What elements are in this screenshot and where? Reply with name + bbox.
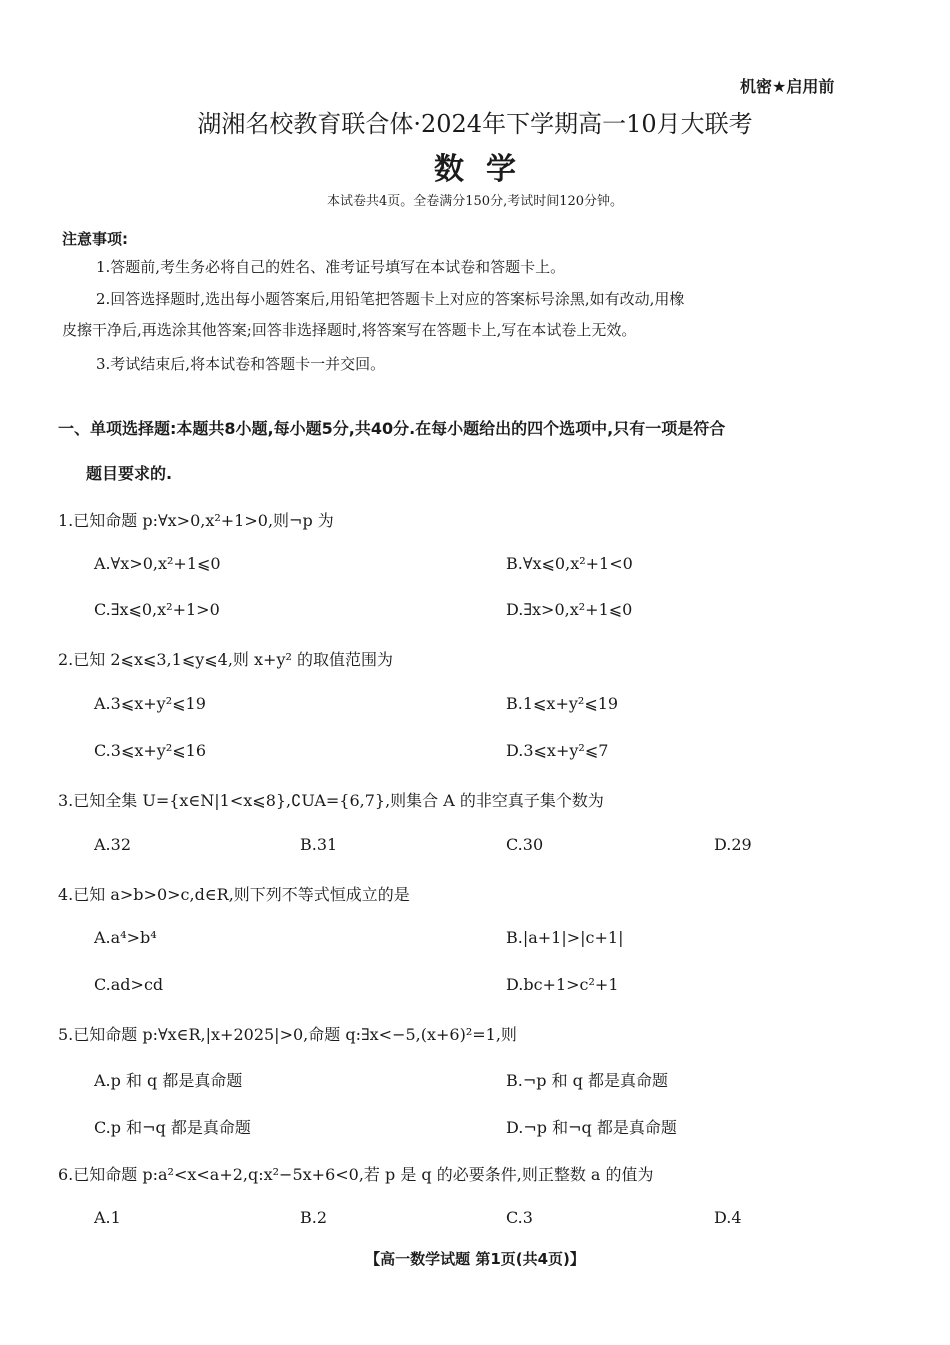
option-a: A.∀x>0,x²+1⩽0 [94,554,221,573]
option-c: C.∃x⩽0,x²+1>0 [94,600,220,619]
option-c: C.p 和¬q 都是真命题 [94,1118,251,1137]
notice-item: 2.回答选择题时,选出每小题答案后,用铅笔把答题卡上对应的答案标号涂黑,如有改动,用橡 [96,290,685,308]
question-stem: 5.已知命题 p:∀x∈R,|x+2025|>0,命题 q:∃x<−5,(x+6)²=1,则 [58,1025,517,1044]
option-a: A.32 [94,835,131,854]
section-heading: 一、单项选择题:本题共8小题,每小题5分,共40分.在每小题给出的四个选项中,只有一项是符合 [58,419,726,438]
notice-item: 皮擦干净后,再选涂其他答案;回答非选择题时,将答案写在答题卡上,写在本试卷上无效。 [62,321,637,339]
section-heading-cont: 题目要求的. [86,464,173,483]
notice-item: 3.考试结束后,将本试卷和答题卡一并交回。 [96,355,386,373]
option-d: D.¬p 和¬q 都是真命题 [506,1118,677,1137]
question-stem: 3.已知全集 U={x∈N|1<x⩽8},∁UA={6,7},则集合 A 的非空真子集个数为 [58,791,604,810]
option-a: A.a⁴>b⁴ [94,928,157,947]
option-c: C.3 [506,1208,533,1227]
notice-heading: 注意事项: [62,230,128,248]
confidential-mark: 机密★启用前 [740,77,835,96]
option-c: C.ad>cd [94,975,164,994]
question-stem: 2.已知 2⩽x⩽3,1⩽y⩽4,则 x+y² 的取值范围为 [58,650,393,669]
subject-title: 数学 [434,152,538,187]
option-b: B.¬p 和 q 都是真命题 [506,1071,668,1090]
option-d: D.bc+1>c²+1 [506,975,619,994]
question-stem: 1.已知命题 p:∀x>0,x²+1>0,则¬p 为 [58,511,334,530]
question-stem: 4.已知 a>b>0>c,d∈R,则下列不等式恒成立的是 [58,885,410,904]
question-stem: 6.已知命题 p:a²<x<a+2,q:x²−5x+6<0,若 p 是 q 的必要条件,则正整数 a 的值为 [58,1165,654,1184]
option-b: B.1⩽x+y²⩽19 [506,694,619,713]
exam-title: 湖湘名校教育联合体·2024年下学期高一10月大联考 [197,110,753,138]
option-a: A.p 和 q 都是真命题 [94,1071,243,1090]
option-a: A.3⩽x+y²⩽19 [94,694,206,713]
option-c: C.30 [506,835,544,854]
option-a: A.1 [94,1208,121,1227]
page-footer: 【高一数学试题 第1页(共4页)】 [365,1250,585,1268]
notice-item: 1.答题前,考生务必将自己的姓名、准考证号填写在本试卷和答题卡上。 [96,258,566,276]
option-d: D.∃x>0,x²+1⩽0 [506,600,633,619]
option-b: B.2 [300,1208,328,1227]
option-b: B.|a+1|>|c+1| [506,928,624,947]
paper-info: 本试卷共4页。全卷满分150分,考试时间120分钟。 [326,194,624,209]
option-d: D.4 [714,1208,742,1227]
option-d: D.29 [714,835,752,854]
option-c: C.3⩽x+y²⩽16 [94,741,206,760]
option-b: B.∀x⩽0,x²+1<0 [506,554,633,573]
option-b: B.31 [300,835,338,854]
option-d: D.3⩽x+y²⩽7 [506,741,609,760]
